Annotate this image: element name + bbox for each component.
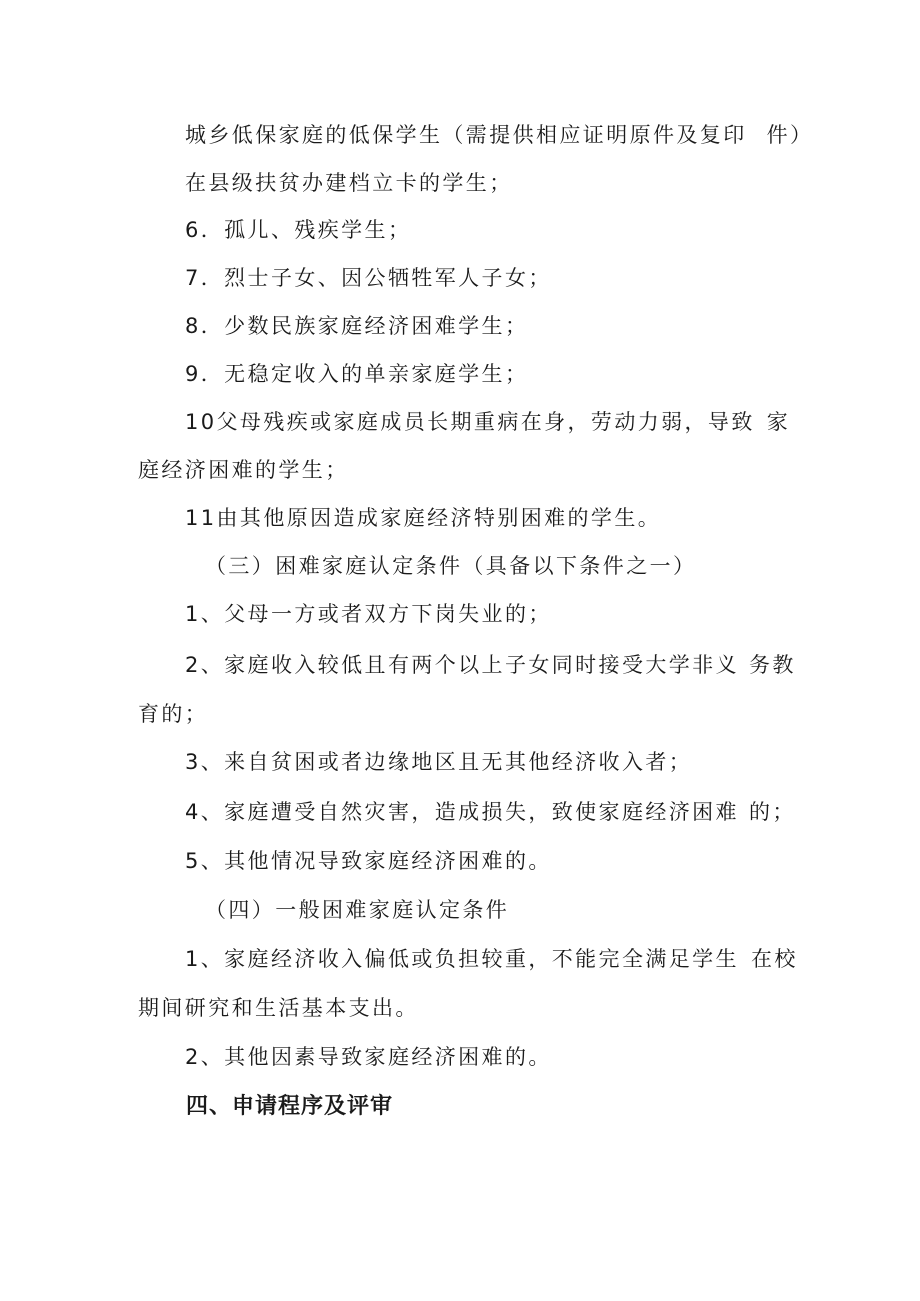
paragraph-text: 家 [766, 410, 791, 434]
paragraph-text: 在校 [750, 947, 798, 971]
paragraph-text: 城乡低保家庭的低保学生（需提供相应证明原件及复印 [185, 123, 747, 147]
list-item-10 [185, 407, 790, 437]
paragraph-low-income-students [185, 120, 813, 150]
list-item-10-continued: 庭经济困难的学生； [138, 458, 349, 482]
section-heading-3: （三）困难家庭认定条件（具备以下条件之一） [205, 554, 697, 578]
general-condition-item-1-continued: 期间研究和生活基本支出。 [138, 996, 419, 1020]
list-item-7: 7．烈士子女、因公牺牲军人子女； [185, 266, 552, 290]
condition-item-5: 5、其他情况导致家庭经济困难的。 [185, 849, 552, 873]
paragraph-text: 务教 [748, 653, 796, 677]
list-item-8: 8．少数民族家庭经济困难学生； [185, 314, 529, 338]
condition-item-4 [185, 797, 796, 827]
condition-item-2 [185, 650, 796, 680]
paragraph-text: 的； [748, 800, 796, 824]
paragraph-text: 4、家庭遭受自然灾害，造成损失，致使家庭经济困难 [185, 800, 739, 824]
paragraph-text: 10父母残疾或家庭成员长期重病在身，劳动力弱，导致 [185, 410, 755, 434]
paragraph-poverty-registered-students: 在县级扶贫办建档立卡的学生； [185, 171, 513, 195]
condition-item-1: 1、父母一方或者双方下岗失业的； [185, 602, 552, 626]
list-item-9: 9．无稳定收入的单亲家庭学生； [185, 362, 529, 386]
list-item-6: 6．孤儿、残疾学生； [185, 218, 412, 242]
section-heading-4: （四）一般困难家庭认定条件 [205, 898, 510, 922]
paragraph-text: 件） [766, 123, 814, 147]
chapter-heading-4: 四、申请程序及评审 [186, 1094, 394, 1119]
condition-item-3: 3、来自贫困或者边缘地区且无其他经济收入者； [185, 750, 693, 774]
list-item-11: 11由其他原因造成家庭经济特别困难的学生。 [185, 506, 662, 530]
general-condition-item-2: 2、其他因素导致家庭经济困难的。 [185, 1045, 552, 1069]
general-condition-item-1 [185, 944, 798, 974]
paragraph-text: 2、家庭收入较低且有两个以上子女同时接受大学非义 [185, 653, 739, 677]
condition-item-2-continued: 育的； [138, 702, 209, 726]
paragraph-text: 1、家庭经济收入偏低或负担较重，不能完全满足学生 [185, 947, 739, 971]
